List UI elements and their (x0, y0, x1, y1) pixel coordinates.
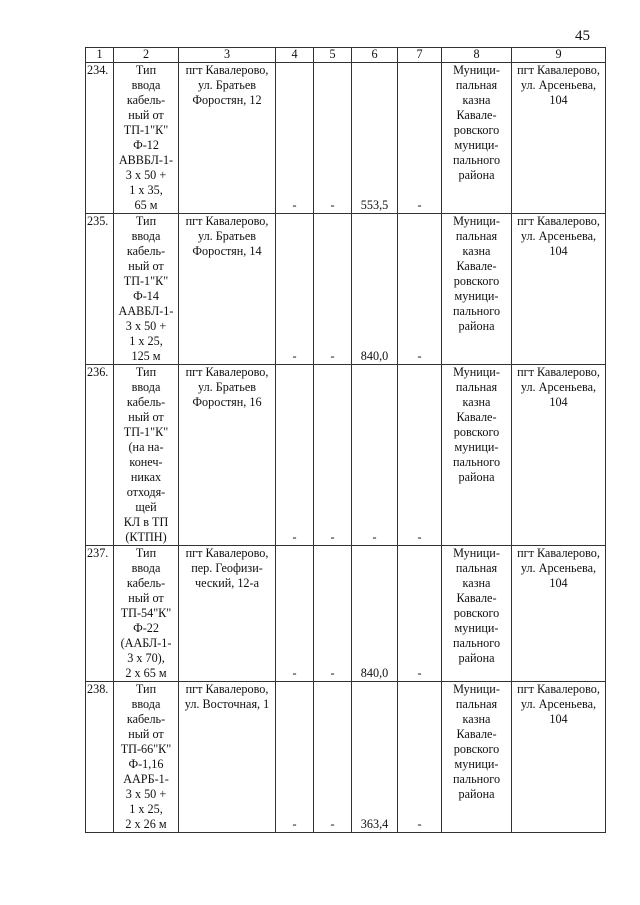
header-cell: 8 (442, 48, 512, 63)
column-5-value: - (314, 63, 352, 214)
column-4-value: - (276, 214, 314, 365)
header-cell: 4 (276, 48, 314, 63)
row-number: 234. (86, 63, 114, 214)
object-name: Тип ввода кабель- ный от ТП-54"К" Ф-22 (ААБЛ-1- 3 х 70), 2 х 65 м (114, 546, 179, 682)
object-name: Тип ввода кабель- ный от ТП-1"К" (на на- конеч- никах отходя- щей КЛ в ТП (КТПН) (114, 365, 179, 546)
column-5-value: - (314, 365, 352, 546)
column-6-value: 553,5 (352, 63, 398, 214)
column-7-value: - (398, 63, 442, 214)
row-number: 235. (86, 214, 114, 365)
column-7-value: - (398, 365, 442, 546)
table-row (86, 214, 606, 365)
owner-address: пгт Кавалерово, ул. Арсеньева, 104 (512, 546, 606, 682)
owner-name: Муници- пальная казна Кавале- ровского муници- пального района (442, 546, 512, 682)
table-row (86, 365, 606, 546)
header-row (86, 48, 606, 63)
column-7-value: - (398, 546, 442, 682)
column-5-value: - (314, 682, 352, 833)
owner-name: Муници- пальная казна Кавале- ровского муници- пального района (442, 682, 512, 833)
object-name: Тип ввода кабель- ный от ТП-66"К" Ф-1,16 ААРБ-1- 3 х 50 + 1 х 25, 2 х 26 м (114, 682, 179, 833)
row-number: 238. (86, 682, 114, 833)
owner-address: пгт Кавалерово, ул. Арсеньева, 104 (512, 63, 606, 214)
header-cell: 7 (398, 48, 442, 63)
column-5-value: - (314, 214, 352, 365)
header-cell: 1 (86, 48, 114, 63)
column-6-value: 363,4 (352, 682, 398, 833)
owner-name: Муници- пальная казна Кавале- ровского муници- пального района (442, 214, 512, 365)
row-number: 237. (86, 546, 114, 682)
column-4-value: - (276, 546, 314, 682)
header-cell: 2 (114, 48, 179, 63)
table-row (86, 63, 606, 214)
object-name: Тип ввода кабель- ный от ТП-1"К" Ф-14 ААВБЛ-1- 3 х 50 + 1 х 25, 125 м (114, 214, 179, 365)
owner-name: Муници- пальная казна Кавале- ровского муници- пального района (442, 365, 512, 546)
column-4-value: - (276, 365, 314, 546)
column-6-value: 840,0 (352, 546, 398, 682)
column-4-value: - (276, 63, 314, 214)
table-row (86, 546, 606, 682)
column-6-value: - (352, 365, 398, 546)
column-5-value: - (314, 546, 352, 682)
owner-address: пгт Кавалерово, ул. Арсеньева, 104 (512, 214, 606, 365)
row-number: 236. (86, 365, 114, 546)
column-4-value: - (276, 682, 314, 833)
column-7-value: - (398, 214, 442, 365)
owner-address: пгт Кавалерово, ул. Арсеньева, 104 (512, 365, 606, 546)
owner-name: Муници- пальная казна Кавале- ровского муници- пального района (442, 63, 512, 214)
header-cell: 5 (314, 48, 352, 63)
object-address: пгт Кавалерово, ул. Братьев Форостян, 14 (179, 214, 276, 365)
column-7-value: - (398, 682, 442, 833)
page-number: 45 (575, 28, 590, 44)
registry-table (85, 47, 606, 833)
header-cell: 6 (352, 48, 398, 63)
object-address: пгт Кавалерово, ул. Восточная, 1 (179, 682, 276, 833)
object-name: Тип ввода кабель- ный от ТП-1"К" Ф-12 АВВБЛ-1- 3 х 50 + 1 х 35, 65 м (114, 63, 179, 214)
header-cell: 3 (179, 48, 276, 63)
owner-address: пгт Кавалерово, ул. Арсеньева, 104 (512, 682, 606, 833)
object-address: пгт Кавалерово, ул. Братьев Форостян, 12 (179, 63, 276, 214)
table-row (86, 682, 606, 833)
column-6-value: 840,0 (352, 214, 398, 365)
object-address: пгт Кавалерово, пер. Геофизи- ческий, 12-а (179, 546, 276, 682)
header-cell: 9 (512, 48, 606, 63)
object-address: пгт Кавалерово, ул. Братьев Форостян, 16 (179, 365, 276, 546)
